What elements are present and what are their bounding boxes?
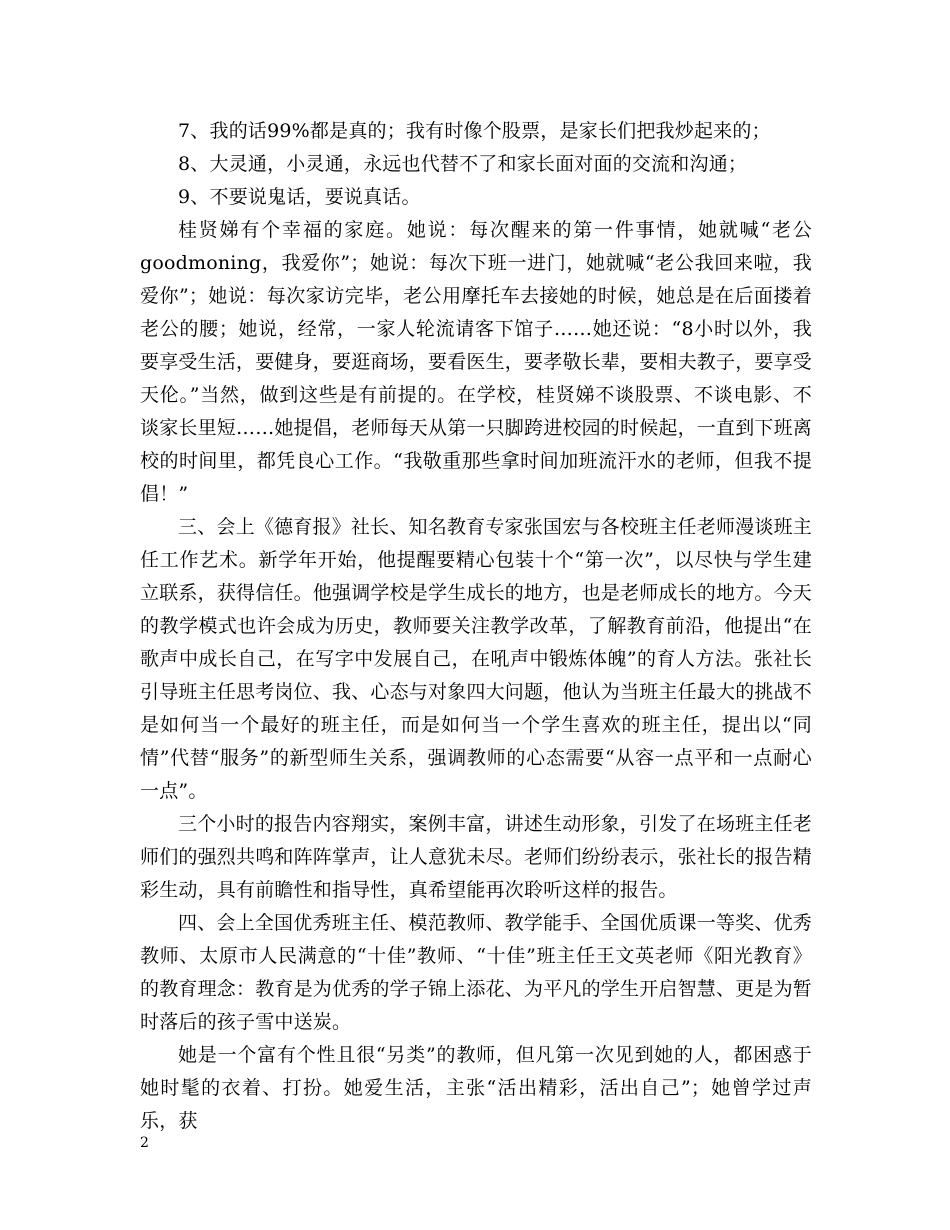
list-item-7: 7、我的话99%都是真的；我有时像个股票，是家长们把我炒起来的； — [178, 120, 771, 142]
paragraph-report-summary: 三个小时的报告内容翔实，案例丰富，讲述生动形象，引发了在场班主任老师们的强烈共鸣和阵阵掌声，让人意犹未尽。老师们纷纷表示，张社长的报告精彩生动，具有前瞻性和指导性，真希望能再次聆听这样的报告。 — [140, 813, 813, 901]
page-number: 2 — [140, 1135, 149, 1151]
paragraph-wang-wenying: 她是一个富有个性且很“另类”的教师，但凡第一次见到她的人，都困惑于她时髦的衣着、打扮。她爱生活，主张“活出精彩，活出自己”；她曾学过声乐，获 — [140, 1044, 812, 1132]
list-item-8: 8、大灵通，小灵通，永远也代替不了和家长面对面的交流和沟通； — [178, 153, 748, 175]
paragraph-section-three: 三、会上《德育报》社长、知名教育专家张国宏与各校班主任老师漫谈班主任工作艺术。新学年开始，他提醒要精心包装十个“第一次”，以尽快与学生建立联系，获得信任。他强调学校是学生成长的地方，也是老师成长的地方。今天的教学模式也许会成为历史，教师要关注教学改革，了解教育前沿，他提出“在歌声中成长自己，在写字中发展自己，在吼声中锻炼体魄”的育人方法。张社长引导班主任思考岗位、我、心态与对象四大问题，他认为当班主任最大的挑战不是如何当一个最好的班主任，而是如何当一个学生喜欢的班主任，提出以“同情”代替“服务”的新型师生关系，强调教师的心态需要“从容一点平和一点耐心一点”。 — [140, 516, 813, 802]
paragraph-gui-xiandi-family: 桂贤娣有个幸福的家庭。她说：每次醒来的第一件事情，她就喊“老公goodmoning，我爱你”；她说：每次下班一进门，她就喊“老公我回来啦，我爱你”；她说：每次家访完毕，老公用摩托车去接她的时候，她总是在后面搂着老公的腰；她说，经常，一家人轮流请客下馆子……她还说：“8小时以外，我要享受生活，要健身，要逛商场，要看医生，要孝敬长辈，要相夫教子，要享受天伦。”当然，做到这些是有前提的。在学校，桂贤娣不谈股票、不谈电影、不谈家长里短……她提倡，老师每天从第一只脚跨进校园的时候起，一直到下班离校的时间里，都凭良心工作。“我敬重那些拿时间加班流汗水的老师，但我不提倡！” — [140, 219, 813, 505]
document-body — [140, 115, 812, 1138]
paragraph-section-four: 四、会上全国优秀班主任、模范教师、教学能手、全国优质课一等奖、优秀教师、太原市人民满意的“十佳”教师、“十佳”班主任王文英老师《阳光教育》的教育理念：教育是为优秀的学子锦上添花、为平凡的学生开启智慧、更是为暂时落后的孩子雪中送炭。 — [140, 912, 813, 1033]
list-item-9: 9、不要说鬼话，要说真话。 — [178, 186, 421, 208]
